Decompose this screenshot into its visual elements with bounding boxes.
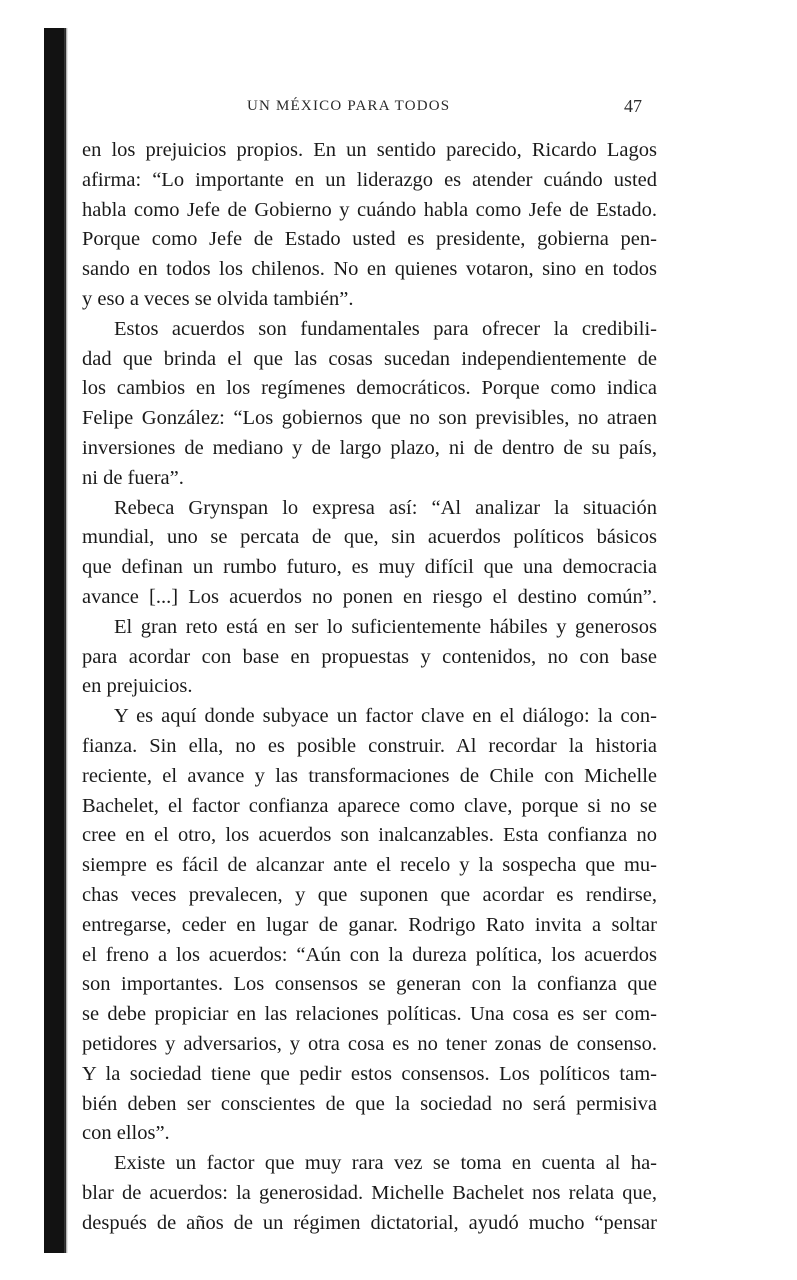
text-line: Bachelet, el factor confianza aparece como clave, porque si no se [82, 794, 657, 817]
text-line: bién deben ser conscientes de que la sociedad no será permisiva [82, 1092, 657, 1115]
text-line: Felipe González: “Los gobiernos que no son previsibles, no atraen [82, 407, 657, 430]
page-body [82, 136, 657, 1238]
text-line: que definan un rumbo futuro, es muy difícil que una democracia [82, 556, 657, 579]
text-line: afirma: “Lo importante en un liderazgo es atender cuándo usted [82, 168, 657, 191]
text-line: ni de fuera”. [82, 466, 184, 489]
text-line: avance [...] Los acuerdos no ponen en riesgo el destino común”. [82, 585, 657, 608]
running-header [0, 96, 797, 126]
text-line: los cambios en los regímenes democráticos. Porque como indica [82, 377, 657, 400]
text-line: El gran reto está en ser lo suficientemente hábiles y generosos [114, 615, 657, 638]
text-line: Estos acuerdos son fundamentales para ofrecer la credibili- [114, 317, 657, 340]
text-line: petidores y adversarios, y otra cosa es no tener zonas de consenso. [82, 1032, 657, 1055]
text-line: reciente, el avance y las transformaciones de Chile con Michelle [82, 764, 657, 787]
text-line: Porque como Jefe de Estado usted es presidente, gobierna pen- [82, 228, 657, 251]
text-line: fianza. Sin ella, no es posible construir. Al recordar la historia [82, 734, 657, 757]
text-line: el freno a los acuerdos: “Aún con la dureza política, los acuerdos [82, 943, 657, 966]
text-line: cree en el otro, los acuerdos son inalcanzables. Esta confianza no [82, 824, 657, 847]
running-title: UN MÉXICO PARA TODOS [247, 98, 451, 114]
text-line: entregarse, ceder en lugar de ganar. Rodrigo Rato invita a soltar [82, 913, 657, 936]
text-line: después de años de un régimen dictatorial, ayudó mucho “pensar [82, 1211, 657, 1234]
text-line: siempre es fácil de alcanzar ante el recelo y la sospecha que mu- [82, 854, 657, 877]
text-line: inversiones de mediano y de largo plazo, ni de dentro de su país, [82, 436, 657, 459]
text-line: se debe propiciar en las relaciones políticas. Una cosa es ser com- [82, 1003, 657, 1026]
text-line: blar de acuerdos: la generosidad. Michelle Bachelet nos relata que, [82, 1181, 657, 1204]
text-line: habla como Jefe de Gobierno y cuándo habla como Jefe de Estado. [82, 198, 657, 221]
text-line: mundial, uno se percata de que, sin acuerdos políticos básicos [82, 526, 657, 549]
book-spine-shadow [44, 28, 66, 1253]
text-line: Existe un factor que muy rara vez se toma en cuenta al ha- [114, 1152, 657, 1175]
text-line: y eso a veces se olvida también”. [82, 287, 354, 310]
text-line: Y es aquí donde subyace un factor clave en el diálogo: la con- [114, 705, 657, 728]
text-line: en los prejuicios propios. En un sentido parecido, Ricardo Lagos [82, 139, 657, 161]
text-line: Y la sociedad tiene que pedir estos consensos. Los políticos tam- [82, 1062, 657, 1085]
text-line: con ellos”. [82, 1122, 170, 1145]
book-spine-edge [64, 28, 68, 1253]
text-line: Rebeca Grynspan lo expresa así: “Al analizar la situación [114, 496, 657, 519]
text-line: sando en todos los chilenos. No en quienes votaron, sino en todos [82, 258, 657, 281]
text-line: en prejuicios. [82, 675, 193, 698]
text-line: para acordar con base en propuestas y contenidos, no con base [82, 645, 657, 668]
text-line: son importantes. Los consensos se generan con la confianza que [82, 973, 657, 996]
page-number: 47 [624, 96, 642, 116]
text-line: dad que brinda el que las cosas sucedan independientemente de [82, 347, 657, 370]
text-line: chas veces prevalecen, y que suponen que acordar es rendirse, [82, 883, 657, 906]
